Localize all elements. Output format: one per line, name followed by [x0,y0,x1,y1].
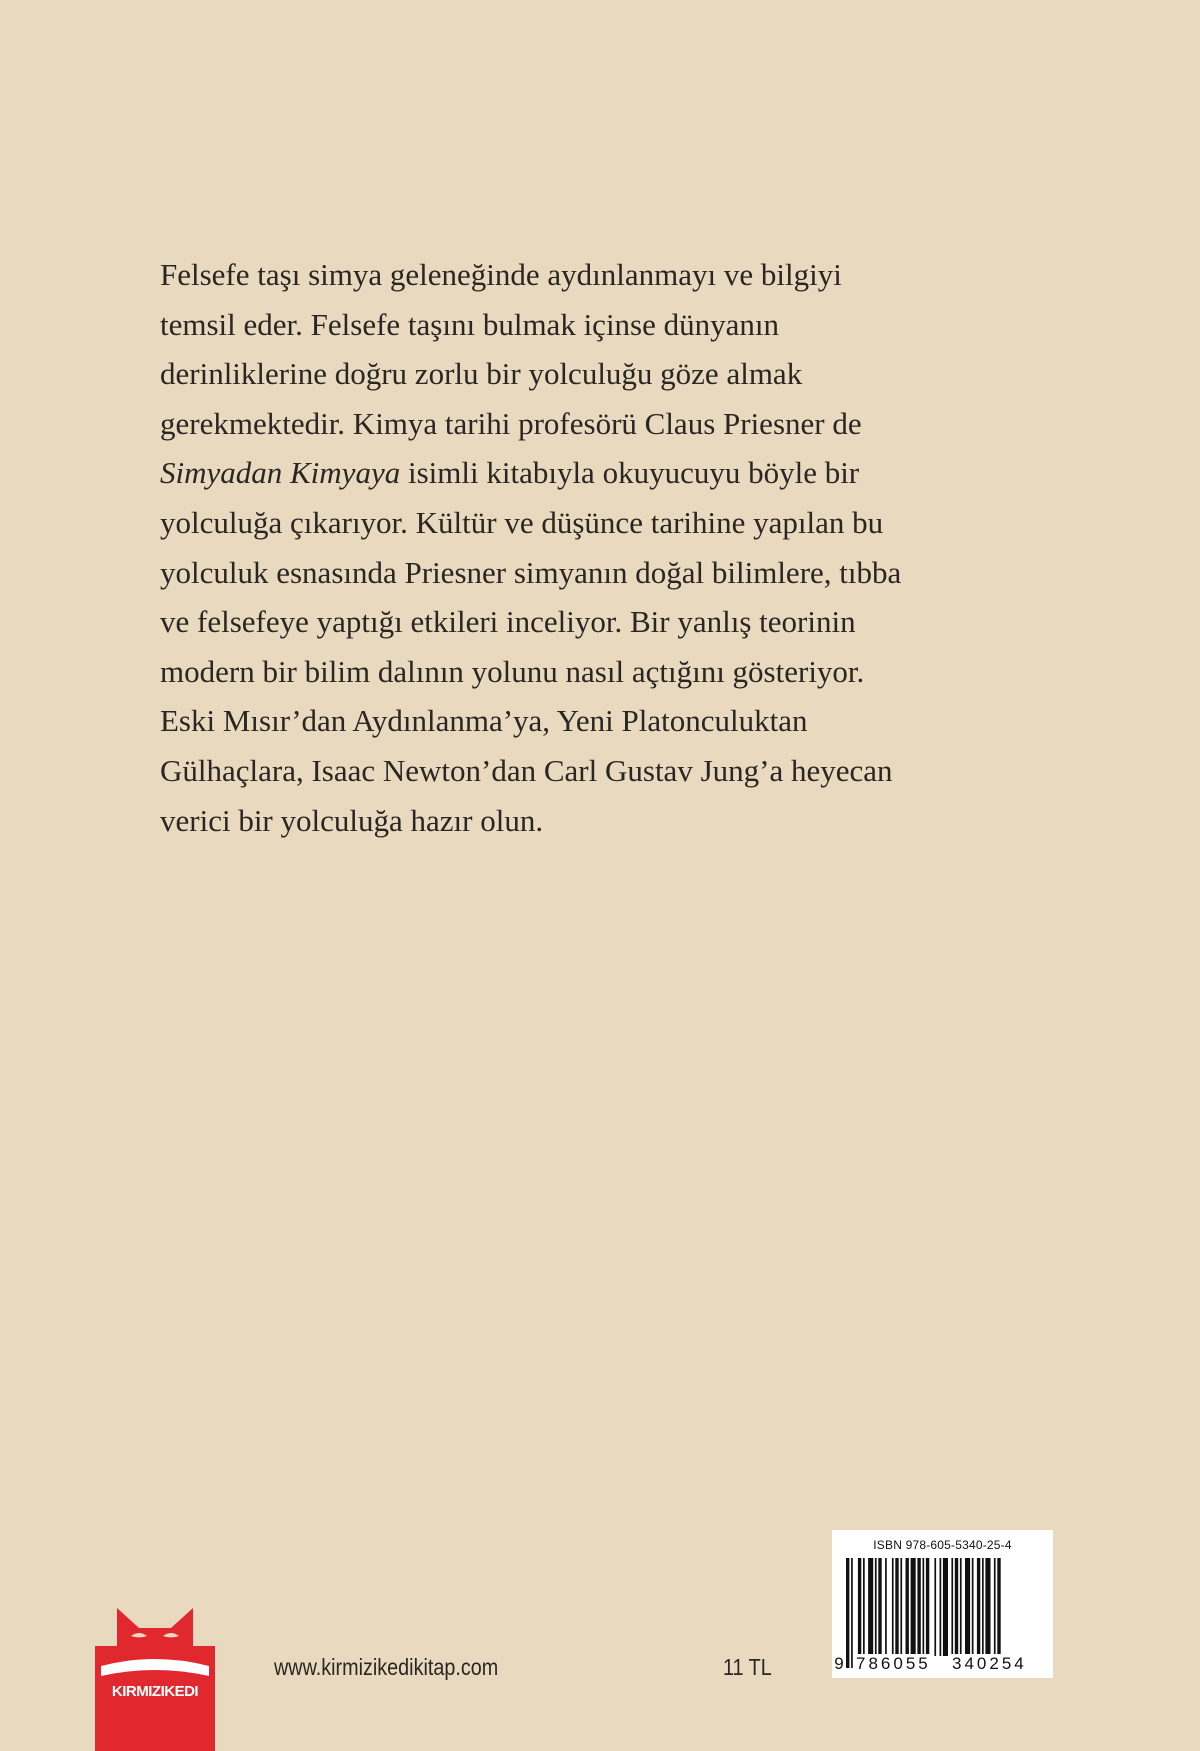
barcode-bar [951,1558,953,1656]
barcode-bar [934,1558,936,1656]
barcode-bar [926,1558,929,1668]
barcode-bar [960,1558,962,1656]
barcode-bar [885,1558,887,1656]
barcode-bar [923,1558,925,1668]
barcode-bar [982,1558,984,1656]
barcode-bar [906,1558,909,1656]
barcode-bar [900,1558,902,1656]
blurb-line: temsil eder. Felsefe taşını bulmak içinse dünyanın [160,306,780,342]
barcode-bar [977,1558,980,1656]
barcode-bar [997,1558,1000,1668]
back-cover-blurb [160,250,1060,845]
barcode-bar [917,1558,920,1656]
book-title: Simyadan Kimyaya [160,455,401,491]
barcode-bar [868,1558,873,1656]
blurb-line: Gülhaçlara, Isaac Newton’dan Carl Gustav Jung’a heyecan [160,752,893,788]
blurb-line: verici bir yolculuğa hazır olun. [160,802,544,838]
blurb-line: derinliklerine doğru zorlu bir yolculuğu göze almak [160,356,803,392]
barcode-bar [892,1558,894,1656]
barcode-first-digit: 9 [834,1654,844,1673]
blurb-line: Eski Mısır’dan Aydınlanma’ya, Yeni Platonculuktan [160,703,808,739]
barcode-bar [895,1558,898,1656]
blurb-line: yolculuğa çıkarıyor. Kültür ve düşünce tarihine yapılan bu [160,504,884,540]
barcode-right-digits: 340254 [952,1654,1027,1673]
barcode-bar [985,1558,990,1656]
barcode-bar [875,1558,877,1656]
barcode-bar [863,1558,865,1656]
barcode-left-digits: 786055 [856,1654,931,1673]
barcode-bar [846,1558,849,1668]
publisher-website-link[interactable]: www.kirmizikedikitap.com [274,1654,499,1680]
barcode-bar [911,1558,916,1656]
blurb-line: yolculuk esnasında Priesner simyanın doğal bilimlere, tıbba [160,554,902,590]
blurb-line: gerekmektedir. Kimya tarihi profesörü Claus Priesner de [160,405,862,441]
publisher-logo-text: KIRMIZIKEDI [111,1683,199,1700]
barcode-bar [955,1558,958,1656]
barcode-bars [846,1558,1042,1668]
price-label: 11 TL [723,1654,772,1680]
barcode-bar [965,1558,970,1656]
isbn-label: ISBN 978-605-5340-25-4 [873,1538,1012,1552]
publisher-logo[interactable] [95,1608,215,1751]
barcode-bar [943,1558,948,1656]
blurb-line-rest: isimli kitabıyla okuyucuyu böyle bir [400,455,860,491]
blurb-line: ve felsefeye yaptığı etkileri inceliyor. Bir yanlış teorinin [160,604,856,640]
barcode-bar [878,1558,881,1656]
blurb-line: modern bir bilim dalının yolunu nasıl açtığını gösteriyor. [160,653,865,689]
barcode-bar [940,1558,942,1656]
barcode-bar [858,1558,861,1656]
blurb-line: Felsefe taşı simya geleneğinde aydınlanmayı ve bilgiyi [160,257,842,292]
barcode-bar [972,1558,974,1656]
red-cat-icon [95,1608,215,1751]
blurb-line [160,448,1060,498]
isbn-barcode [832,1530,1053,1678]
barcode-bar [851,1558,853,1668]
barcode-bar [994,1558,996,1656]
